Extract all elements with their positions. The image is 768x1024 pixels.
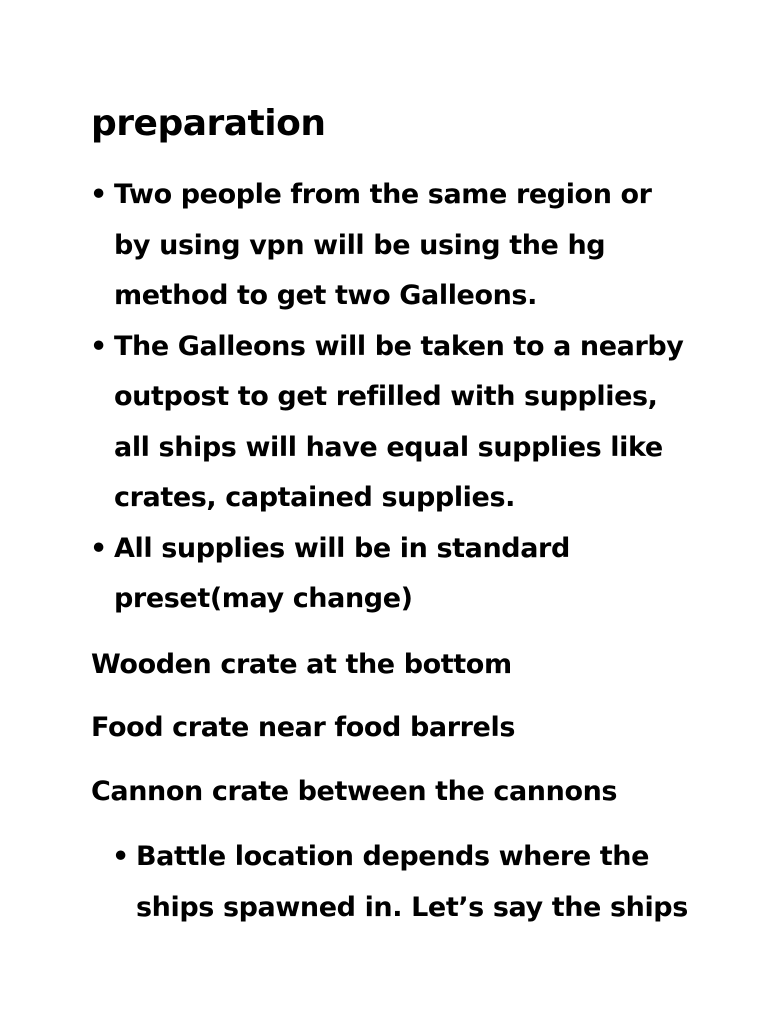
bullet-icon: • xyxy=(90,330,107,362)
list-item-text: Two people from the same region or by using vpn will be using the hg method to get two Galleons. xyxy=(114,179,652,311)
paragraph: Wooden crate at the bottom xyxy=(91,649,512,680)
bullet-list-2 xyxy=(110,832,700,933)
list-item xyxy=(88,322,688,524)
list-item-text: All supplies will be in standard preset(may change) xyxy=(114,532,570,614)
list-item xyxy=(88,524,688,625)
list-item xyxy=(88,170,688,322)
list-item-text: Battle location depends where the ships spawned in. Let’s say the ships xyxy=(136,841,688,923)
bullet-list xyxy=(88,170,688,625)
page-heading: preparation xyxy=(91,103,326,144)
paragraph: Food crate near food barrels xyxy=(91,712,515,743)
list-item xyxy=(110,832,700,933)
list-item-text: The Galleons will be taken to a nearby outpost to get refilled with supplies, all ships will have equal supplies like crates, captained supplies. xyxy=(114,330,684,513)
bullet-icon: • xyxy=(90,532,107,564)
bullet-icon: • xyxy=(90,179,107,210)
bullet-icon: • xyxy=(112,841,129,872)
paragraph: Cannon crate between the cannons xyxy=(91,776,618,807)
